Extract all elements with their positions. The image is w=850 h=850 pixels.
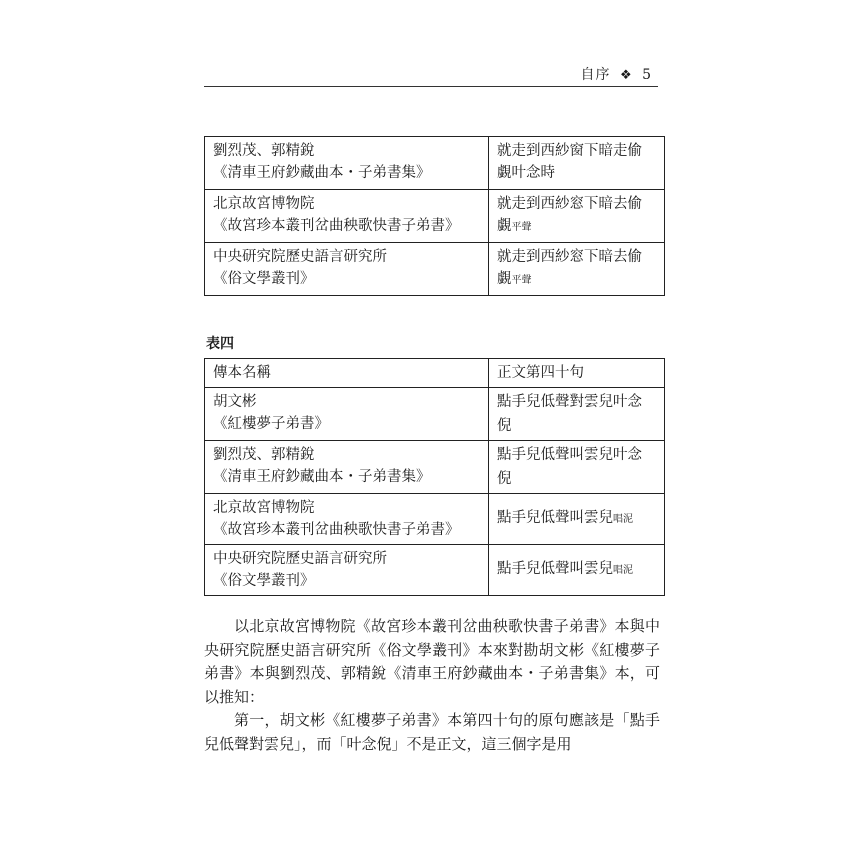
text-line: 第一，胡文彬《紅樓夢子弟書》本第四十句的原句應該是「點	[234, 711, 645, 729]
paragraph	[204, 709, 660, 756]
verse-line: 點手兒低聲叫雲兒	[497, 561, 613, 577]
edition-title: 《清車王府鈔藏曲本・子弟書集》	[213, 165, 431, 181]
verse-text-cell	[489, 388, 665, 441]
table-row	[205, 545, 665, 596]
verse-annotation: 唱泥	[613, 514, 633, 525]
edition-title: 《紅樓夢子弟書》	[213, 416, 329, 432]
table-row	[205, 243, 665, 296]
verse-annotation: 平聲	[511, 222, 532, 233]
verse-text-cell	[489, 441, 665, 494]
table-row	[205, 388, 665, 441]
verse-line: 點手兒低聲叫雲兒叶念	[497, 447, 642, 463]
table-row	[205, 137, 665, 190]
verse-line-cont: 倪	[497, 471, 512, 487]
verse-line-cont: 覷	[497, 218, 512, 234]
edition-name-cell	[205, 545, 489, 596]
header-section-title: 自序	[580, 67, 611, 83]
verse-text-cell	[489, 494, 665, 545]
verse-line: 就走到西紗窓下暗去偷	[497, 196, 642, 212]
edition-compiler: 北京故宮博物院	[213, 196, 315, 212]
running-header	[204, 62, 658, 87]
table-header-row	[205, 359, 665, 388]
verse-line: 就走到西紗窓下暗去偷	[497, 249, 642, 265]
edition-compiler: 胡文彬	[213, 394, 257, 410]
verse-line-cont: 覷	[497, 271, 512, 287]
verse-annotation: 唱泥	[613, 565, 633, 576]
page-number: 5	[642, 67, 652, 83]
text-line: 手兒低聲對雲兒」，而「叶念倪」不是正文，這三個字是用	[204, 711, 660, 753]
table-row	[205, 190, 665, 243]
edition-title: 《俗文學叢刊》	[213, 573, 315, 589]
verse-line-cont: 倪	[497, 418, 512, 434]
verse-text-cell	[489, 243, 665, 296]
verse-line-cont: 覷叶念時	[497, 165, 555, 181]
diamond-ornament-icon: ❖	[619, 68, 633, 83]
edition-name-cell	[205, 137, 489, 190]
column-header-edition: 傳本名稱	[205, 359, 489, 388]
edition-compiler: 劉烈茂、郭精銳	[213, 143, 315, 159]
edition-name-cell	[205, 243, 489, 296]
verse-annotation: 平聲	[511, 275, 532, 286]
column-header-verse: 正文第四十句	[489, 359, 665, 388]
verse-line: 點手兒低聲叫雲兒	[497, 510, 613, 526]
edition-name-cell	[205, 494, 489, 545]
body-text	[204, 615, 660, 756]
edition-title: 《俗文學叢刊》	[213, 271, 315, 287]
edition-title: 《故宮珍本叢刊岔曲秧歌快書子弟書》	[213, 218, 460, 234]
edition-name-cell	[205, 441, 489, 494]
edition-name-cell	[205, 388, 489, 441]
header-text	[581, 64, 652, 84]
table-three	[204, 136, 665, 296]
verse-line: 點手兒低聲對雲兒叶念	[497, 394, 642, 410]
text-line: 夢子弟書》本與劉烈茂、郭精銳《清車王府鈔藏曲本・子弟書集》	[204, 640, 660, 682]
table-four-title: 表四	[206, 336, 234, 352]
edition-title: 《故宮珍本叢刊岔曲秧歌快書子弟書》	[213, 522, 460, 538]
edition-name-cell	[205, 190, 489, 243]
edition-compiler: 劉烈茂、郭精銳	[213, 447, 315, 463]
edition-compiler: 中央研究院歷史語言研究所	[213, 551, 387, 567]
verse-text-cell	[489, 190, 665, 243]
text-line: 中央研究院歷史語言研究所《俗文學叢刊》本來對勘胡文彬《紅樓	[204, 617, 660, 659]
verse-line: 就走到西紗窗下暗走偷	[497, 143, 642, 159]
text-line: 以北京故宮博物院《故宮珍本叢刊岔曲秧歌快書子弟書》本與	[234, 617, 645, 635]
table-row	[205, 494, 665, 545]
paragraph	[204, 615, 660, 709]
verse-text-cell	[489, 545, 665, 596]
table-row	[205, 441, 665, 494]
edition-title: 《清車王府鈔藏曲本・子弟書集》	[213, 469, 431, 485]
edition-compiler: 中央研究院歷史語言研究所	[213, 249, 387, 265]
text-line: 本，可以推知：	[204, 664, 660, 706]
table-four	[204, 358, 665, 596]
edition-compiler: 北京故宮博物院	[213, 500, 315, 516]
verse-text-cell	[489, 137, 665, 190]
